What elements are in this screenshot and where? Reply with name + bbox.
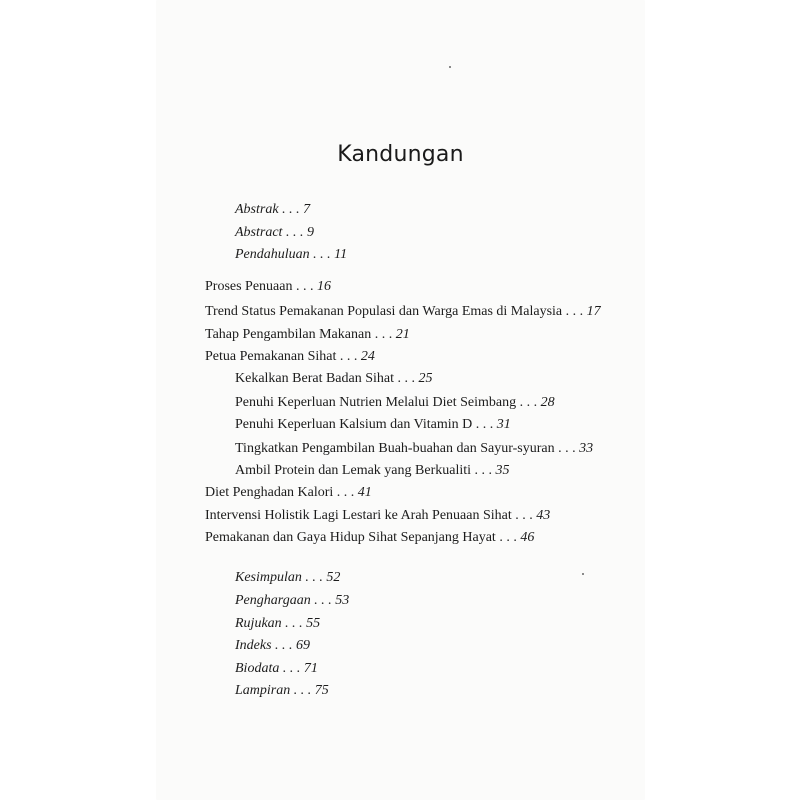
toc-entry-label: Tingkatkan Pengambilan Buah-buahan dan Sayur-syuran <box>235 441 555 456</box>
toc-entry-lampiran <box>235 684 329 698</box>
toc-entry-label: Proses Penuaan <box>205 279 293 294</box>
toc-entry-page: 46 <box>520 530 535 545</box>
toc-entry-penghargaan <box>235 594 349 608</box>
toc-entry-chapter <box>205 509 550 523</box>
toc-entry-page: 55 <box>306 616 321 631</box>
toc-entry-page: 28 <box>540 395 555 410</box>
toc-entry-label: Ambil Protein dan Lemak yang Berkualiti <box>235 463 472 478</box>
toc-entry-chapter <box>205 328 410 342</box>
toc-entry-label: Pemakanan dan Gaya Hidup Sihat Sepanjang Hayat <box>205 530 496 545</box>
toc-entry-label: Indeks <box>235 638 272 653</box>
toc-entry-page: 69 <box>296 638 311 653</box>
toc-entry-chapter <box>205 486 372 500</box>
toc-entry-leader: . . . <box>516 395 541 410</box>
toc-entry-label: Abstrak <box>235 202 279 217</box>
toc-entry-subsection <box>235 418 511 432</box>
toc-entry-leader: . . . <box>271 638 297 653</box>
toc-entry-label: Trend Status Pemakanan Populasi dan Warga Emas di Malaysia <box>205 304 563 319</box>
toc-entry-chapter <box>205 280 331 294</box>
toc-entry-biodata <box>235 662 318 676</box>
toc-entry-label: Biodata <box>235 661 280 676</box>
toc-entry-rujukan <box>235 617 320 631</box>
toc-entry-leader: . . . <box>309 247 335 262</box>
toc-entry-leader: . . . <box>336 349 361 364</box>
toc-entry-leader: . . . <box>562 304 587 319</box>
toc-entry-page: 9 <box>306 225 314 240</box>
toc-entry-subsection <box>235 442 593 456</box>
toc-entry-leader: . . . <box>471 463 496 478</box>
toc-entry-pendahuluan <box>235 248 347 262</box>
toc-entry-page: 31 <box>496 417 511 432</box>
toc-entry-page: 75 <box>314 683 329 698</box>
toc-entry-leader: . . . <box>279 661 304 676</box>
toc-entry-abstract <box>235 226 314 240</box>
toc-entry-page: 53 <box>335 593 350 608</box>
toc-entry-page: 21 <box>395 327 410 342</box>
toc-entry-page: 71 <box>303 661 318 676</box>
paper-speck <box>582 573 584 575</box>
toc-entry-label: Penghargaan <box>235 593 311 608</box>
toc-entry-page: 11 <box>334 247 348 262</box>
toc-entry-label: Kesimpulan <box>235 570 302 585</box>
toc-entry-page: 17 <box>586 304 601 319</box>
toc-entry-kesimpulan <box>235 571 340 585</box>
toc-entry-leader: . . . <box>278 202 304 217</box>
toc-entry-page: 7 <box>303 202 311 217</box>
toc-entry-leader: . . . <box>282 225 307 240</box>
toc-entry-leader: . . . <box>310 593 336 608</box>
page-title: Kandungan <box>337 142 464 167</box>
toc-entry-page: 25 <box>418 371 433 386</box>
toc-entry-leader: . . . <box>472 417 497 432</box>
toc-entry-leader: . . . <box>290 683 315 698</box>
toc-entry-page: 43 <box>536 508 551 523</box>
toc-entry-page: 33 <box>579 441 594 456</box>
toc-entry-page: 52 <box>326 570 341 585</box>
toc-entry-label: Rujukan <box>235 616 282 631</box>
toc-entry-leader: . . . <box>511 508 537 523</box>
toc-entry-page: 24 <box>360 349 375 364</box>
toc-entry-leader: . . . <box>394 371 419 386</box>
toc-entry-page: 41 <box>357 485 372 500</box>
toc-entry-leader: . . . <box>281 616 307 631</box>
toc-entry-label: Pendahuluan <box>235 247 310 262</box>
paper-speck <box>449 66 451 68</box>
toc-entry-label: Intervensi Holistik Lagi Lestari ke Arah Penuaan Sihat <box>205 508 512 523</box>
toc-entry-chapter <box>205 531 534 545</box>
toc-entry-chapter <box>205 305 601 319</box>
book-page <box>157 0 644 800</box>
toc-entry-subsection <box>235 396 555 410</box>
toc-entry-label: Tahap Pengambilan Makanan <box>205 327 372 342</box>
toc-entry-leader: . . . <box>554 441 580 456</box>
toc-entry-leader: . . . <box>292 279 317 294</box>
toc-entry-label: Petua Pemakanan Sihat <box>205 349 337 364</box>
toc-entry-subsection <box>235 372 433 386</box>
toc-entry-label: Abstract <box>235 225 283 240</box>
toc-entry-subsection <box>235 464 510 478</box>
toc-entry-leader: . . . <box>371 327 396 342</box>
toc-entry-label: Diet Penghadan Kalori <box>205 485 334 500</box>
toc-entry-abstrak <box>235 203 310 217</box>
toc-entry-leader: . . . <box>301 570 327 585</box>
toc-entry-page: 35 <box>495 463 510 478</box>
toc-entry-indeks <box>235 639 310 653</box>
toc-entry-leader: . . . <box>333 485 358 500</box>
toc-entry-label: Lampiran <box>235 683 291 698</box>
toc-entry-chapter <box>205 350 375 364</box>
toc-entry-leader: . . . <box>495 530 521 545</box>
toc-entry-label: Penuhi Keperluan Kalsium dan Vitamin D <box>235 417 473 432</box>
toc-entry-label: Kekalkan Berat Badan Sihat <box>235 371 395 386</box>
toc-entry-label: Penuhi Keperluan Nutrien Melalui Diet Seimbang <box>235 395 517 410</box>
toc-entry-page: 16 <box>317 279 331 294</box>
